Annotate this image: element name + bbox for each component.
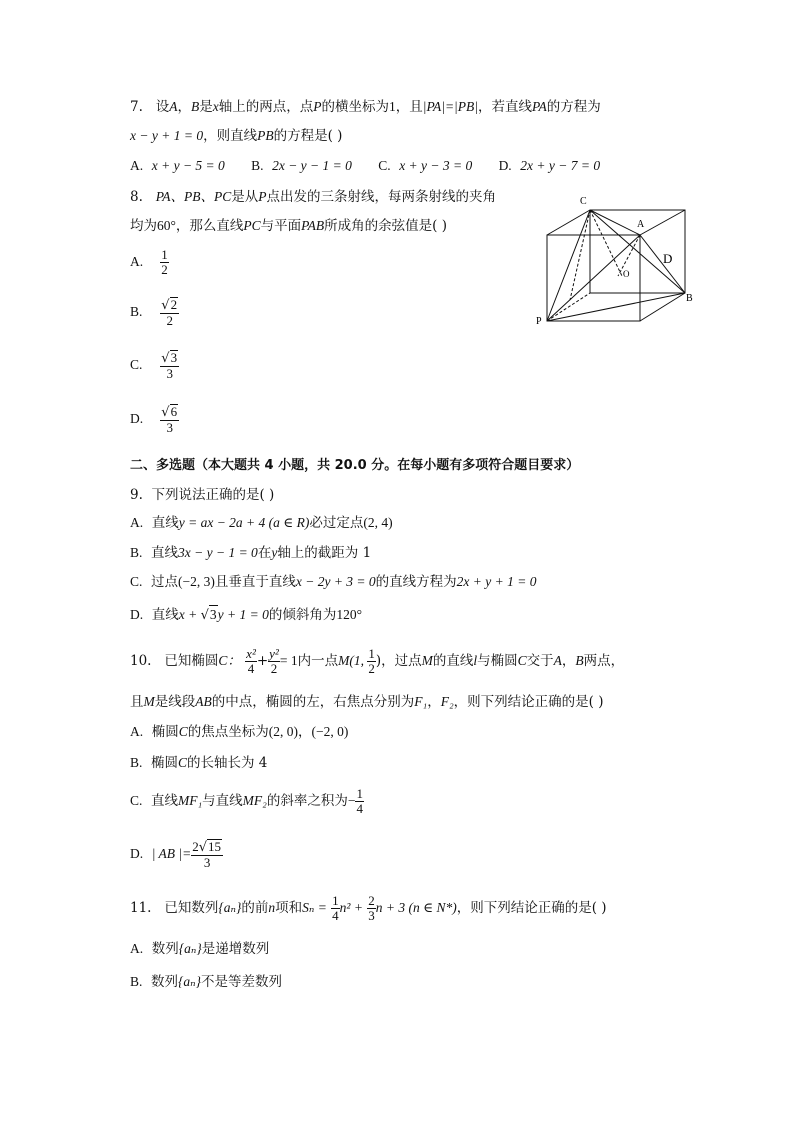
q8-text: 是从: [231, 189, 259, 205]
option-text: 数列: [151, 941, 179, 957]
option-label: B.: [130, 755, 143, 770]
q11-expr: n² +: [339, 900, 363, 915]
sqrt-icon: √: [198, 840, 208, 855]
q10-text: 是线段: [154, 694, 196, 710]
option-label: A.: [130, 158, 144, 173]
option-text: 不是等差数列: [201, 974, 283, 990]
q11-text: 项和: [275, 900, 303, 916]
fraction: [367, 894, 376, 923]
q10-option-d[interactable]: [130, 834, 223, 874]
option-label: C.: [130, 793, 143, 808]
numerator: [160, 404, 179, 421]
label-P: P: [536, 316, 542, 327]
q10-var: B: [575, 653, 584, 668]
q9-option-b[interactable]: [130, 544, 371, 562]
q7-options: [130, 157, 622, 175]
option-text: 轴上的截距为 1: [277, 545, 372, 561]
q7-option-c[interactable]: [378, 157, 472, 175]
numerator: [160, 350, 179, 367]
q10-text: 内一点: [297, 653, 339, 669]
q8-text: 均为: [130, 218, 157, 234]
q8-option-b[interactable]: [130, 297, 179, 328]
q10-var: AB: [195, 694, 212, 709]
numerator: y²: [269, 646, 279, 661]
q10-text: ，则下列结论正确的是( ): [453, 694, 604, 710]
q7-text: 轴上的两点，点: [218, 99, 314, 115]
option-expr: 2x + y + 1 = 0: [456, 574, 537, 589]
label-O: O: [623, 269, 630, 279]
option-var: C: [177, 755, 187, 770]
numerator: 1: [332, 893, 339, 908]
q7-number: 7.: [130, 99, 143, 115]
option-var: C: [178, 724, 188, 739]
radicand: 2: [170, 297, 178, 312]
option-text: 的直线方程为: [375, 574, 457, 590]
fraction: [191, 839, 223, 870]
radicand: 6: [170, 404, 178, 419]
q7-option-a[interactable]: [130, 157, 225, 175]
denominator: 3: [368, 908, 375, 923]
q9-option-a[interactable]: [130, 514, 393, 532]
option-text: 直线: [151, 515, 179, 531]
q7-option-b[interactable]: [251, 157, 352, 175]
q7-text: ，: [177, 99, 192, 115]
q8-var: P: [258, 189, 267, 204]
q10-option-a[interactable]: [130, 723, 348, 741]
denominator: 3: [203, 855, 211, 870]
q11-text: 的前: [241, 900, 269, 916]
q8-stem-line1: [130, 188, 496, 206]
q7-text: 是: [199, 99, 213, 115]
option-expr: x + y − 3 = 0: [399, 158, 473, 173]
option-text: 与直线: [202, 793, 243, 809]
q10-var: M(1,: [338, 653, 368, 668]
denominator: 2: [368, 661, 375, 676]
q7-text: 的方程为: [546, 99, 601, 115]
denominator: 3: [166, 366, 173, 381]
option-expr: 2x − y − 1 = 0: [272, 158, 352, 173]
option-expr: 2x + y − 7 = 0: [520, 158, 601, 173]
q11-option-b[interactable]: [130, 973, 282, 991]
q8-text: 点出发的三条射线，每两条射线的夹角: [266, 189, 497, 205]
q7-var: x: [212, 99, 219, 114]
denominator: 2: [270, 661, 278, 676]
label-D: D: [663, 251, 673, 266]
option-label: D.: [130, 846, 144, 861]
option-expr: (−2, 3): [177, 574, 215, 589]
option-text: 的斜率之积为: [266, 793, 348, 809]
fraction: [245, 647, 257, 676]
q11-var: Sₙ =: [302, 900, 327, 915]
fraction: [160, 404, 179, 435]
option-text: 椭圆: [150, 755, 178, 771]
option-text: 直线: [150, 793, 178, 809]
cube-edge: [640, 210, 685, 235]
option-var: {aₙ}: [177, 974, 202, 989]
q8-option-a[interactable]: [130, 248, 169, 277]
q8-var: PAB: [301, 218, 325, 233]
edge-PB: [547, 293, 685, 321]
q7-text: ，则直线: [203, 128, 258, 144]
q9-stem: [130, 486, 274, 504]
sqrt-icon: √: [200, 608, 209, 623]
fraction: [268, 647, 280, 676]
option-label: A.: [130, 941, 144, 956]
q7-var: PA: [531, 99, 547, 114]
q10-text: 且: [130, 694, 144, 710]
q11-stem: [130, 890, 607, 926]
q10-text: 交于: [526, 653, 554, 669]
option-text: 椭圆: [151, 724, 179, 740]
option-label: C.: [130, 357, 143, 372]
fraction: [160, 350, 179, 381]
option-label: A.: [130, 515, 144, 530]
sqrt-icon: √: [161, 298, 170, 313]
option-expr: −: [347, 793, 356, 808]
q8-angle: 60°: [157, 218, 176, 233]
option-text: 过点: [150, 574, 178, 590]
option-var: MF₁: [177, 793, 203, 808]
q7-condition: |PA|=|PB|: [422, 99, 478, 114]
coefficient: 2: [192, 839, 199, 854]
option-expr: y = ax − 2a + 4 (a ∈ R): [178, 515, 310, 530]
denominator: 2: [161, 262, 168, 277]
q7-line-equation: x − y + 1 = 0: [130, 128, 204, 143]
q10-expr: = 1: [279, 653, 298, 668]
q9-number: 9.: [130, 487, 143, 503]
option-expr: (2, 0)，(−2, 0): [268, 724, 349, 739]
q7-var: P: [313, 99, 322, 114]
q10-text: 两点，: [583, 653, 625, 669]
q10-var: l: [473, 653, 478, 668]
q10-text: )，过点: [375, 653, 422, 669]
option-label: D.: [130, 411, 144, 426]
label-A: A: [637, 219, 645, 230]
q8-stem-line2: [130, 217, 447, 235]
q11-var: {aₙ}: [218, 900, 242, 915]
fraction: [160, 248, 169, 277]
q7-option-d[interactable]: [499, 157, 601, 175]
q7-var: 1: [389, 99, 396, 114]
q10-option-c[interactable]: [130, 783, 364, 819]
numerator: 1: [161, 247, 168, 262]
label-C: C: [580, 196, 587, 207]
q10-var: M: [143, 694, 155, 709]
option-var: MF₂: [242, 793, 267, 808]
option-text: 的倾斜角为: [268, 607, 337, 623]
option-text: 必过定点: [309, 515, 364, 531]
option-expr: x +: [178, 607, 201, 622]
q7-text: 的横坐标为: [321, 99, 390, 115]
section-2-heading: 二、多选题（本大题共 4 小题，共 20.0 分。在每小题有多项符合题目要求）: [130, 458, 580, 473]
q7-var: A: [169, 99, 178, 114]
denominator: 4: [356, 801, 363, 816]
q10-text: ，: [561, 653, 576, 669]
q10-var: A: [553, 653, 562, 668]
fraction: [160, 297, 179, 328]
q9-text: 下列说法正确的是( ): [151, 487, 275, 503]
q11-option-a[interactable]: [130, 940, 269, 958]
q10-number: 10.: [130, 653, 152, 669]
option-text: 的焦点坐标为: [187, 724, 269, 740]
q10-text: 的直线: [432, 653, 474, 669]
q10-text: 已知椭圆: [164, 653, 219, 669]
edge-PC: [547, 210, 590, 321]
q8-text: ，那么直线: [175, 218, 244, 234]
denominator: 4: [247, 661, 255, 676]
option-text: 的长轴长为 4: [187, 755, 268, 771]
option-expr: x − 2y + 3 = 0: [295, 574, 376, 589]
q8-text: 所成角的余弦值是( ): [324, 218, 447, 234]
option-expr: y + 1 = 0: [217, 607, 269, 622]
fraction: [367, 647, 376, 676]
sqrt-icon: √: [161, 405, 170, 420]
option-label: C.: [130, 574, 143, 589]
option-text: 且垂直于直线: [214, 574, 296, 590]
numerator: 1: [368, 646, 375, 661]
q7-text: ，若直线: [477, 99, 532, 115]
cube-edge: [547, 210, 590, 235]
numerator: x²: [246, 646, 256, 661]
sqrt-icon: √: [161, 351, 170, 366]
label-B: B: [686, 293, 693, 304]
q10-text: 与椭圆: [477, 653, 518, 669]
q8-rays: PA、PB、PC: [155, 189, 232, 204]
q10-option-b[interactable]: [130, 754, 267, 772]
q11-text: 已知数列: [164, 900, 219, 916]
q7-var: B: [191, 99, 200, 114]
option-label: B.: [251, 158, 264, 173]
option-label: A.: [130, 254, 144, 269]
option-label: D.: [130, 607, 144, 622]
radicand: 15: [208, 839, 222, 854]
fraction: [331, 894, 340, 923]
q10-var: M: [421, 653, 433, 668]
option-label: B.: [130, 304, 143, 319]
q11-var: n: [268, 900, 276, 915]
q7-text: ，且: [395, 99, 423, 115]
numerator: [160, 297, 179, 314]
q8-cube-figure: [530, 190, 705, 330]
option-label: A.: [130, 724, 144, 739]
option-var: y: [271, 545, 278, 560]
option-text: 数列: [150, 974, 178, 990]
option-expr: 3x − y − 1 = 0: [177, 545, 258, 560]
option-label: B.: [130, 545, 143, 560]
option-label: C.: [378, 158, 391, 173]
radicand: 3: [170, 350, 178, 365]
q10-text: 的中点，椭圆的左，右焦点分别为: [211, 694, 415, 710]
q8-var: PC: [243, 218, 261, 233]
q7-var: PB: [257, 128, 274, 143]
q11-expr: n + 3 (n ∈ N*): [375, 900, 457, 915]
q11-text: ，则下列结论正确的是( ): [456, 900, 607, 916]
q10-var: C: [517, 653, 527, 668]
option-expr: | AB |=: [151, 846, 192, 861]
option-expr: x + y − 5 = 0: [151, 158, 225, 173]
numerator: 2: [368, 893, 375, 908]
q10-var: C：: [218, 653, 241, 668]
q8-number: 8.: [130, 189, 143, 205]
q10-stem-line2: [130, 693, 603, 711]
numerator: 1: [356, 786, 363, 801]
option-expr: 120°: [336, 607, 362, 622]
denominator: 3: [166, 420, 173, 435]
denominator: 4: [332, 908, 339, 923]
q8-text: 与平面: [260, 218, 302, 234]
q7-stem-line1: [130, 98, 601, 116]
option-var: {aₙ}: [178, 941, 202, 956]
option-text: 直线: [151, 607, 179, 623]
option-expr: (2, 4): [363, 515, 393, 530]
option-label: B.: [130, 974, 143, 989]
q7-text: 的方程是( ): [273, 128, 343, 144]
q7-stem-line2: [130, 127, 342, 145]
q10-var: F₂: [440, 694, 454, 709]
q10-text: ，: [427, 694, 441, 710]
q8-option-d[interactable]: [130, 404, 179, 435]
denominator: 2: [166, 313, 173, 328]
q10-var: F₁: [414, 694, 428, 709]
q9-option-c[interactable]: [130, 573, 537, 591]
q7-text: 设: [155, 99, 170, 115]
fraction: [355, 787, 364, 816]
option-label: D.: [498, 158, 512, 173]
q11-number: 11.: [130, 900, 152, 916]
radicand: 3: [209, 607, 217, 622]
numerator: [191, 839, 223, 856]
q10-stem-line1: 10. 已知椭圆C： $\frac{\text{x²}}{4}$ + $\frac{\text{y²}}{2}$ = 1内一点M(1, $\frac{1}{2}$ )，过点M的直线l与椭圆C交于A，B两点，: [130, 646, 625, 676]
option-text: 是递增数列: [201, 941, 270, 957]
q8-option-c[interactable]: [130, 350, 179, 381]
q9-option-d[interactable]: [130, 605, 362, 625]
option-text: 在: [257, 545, 272, 561]
option-text: 直线: [150, 545, 178, 561]
